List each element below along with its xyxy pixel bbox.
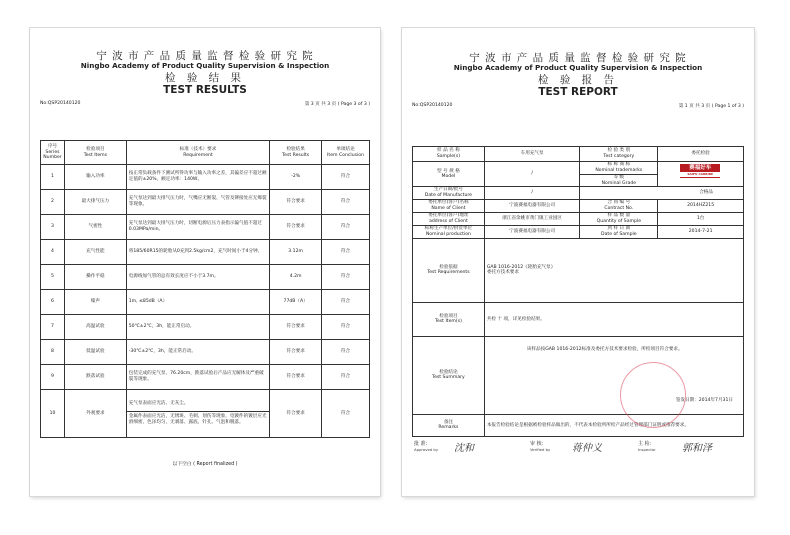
page-info: 第 1 页 共 3 页 ( Page 1 of 3 ) bbox=[678, 104, 744, 110]
row-item: 外观要求 bbox=[64, 390, 126, 438]
table-row bbox=[41, 265, 370, 290]
sign-date: 签发日期：2014年7月31日 bbox=[675, 398, 733, 404]
report-table bbox=[412, 146, 744, 437]
results-meta bbox=[40, 99, 370, 109]
row-number: 10 bbox=[41, 390, 65, 438]
row-conclusion: 符合 bbox=[322, 315, 370, 340]
row-result: 符合要求 bbox=[270, 365, 322, 390]
grade-value: 合格品 bbox=[580, 187, 744, 199]
client-address-row bbox=[413, 212, 744, 225]
row-requirement: 1m, ≤85dB（A） bbox=[126, 290, 269, 315]
row-item: 充气性能 bbox=[64, 240, 126, 265]
header-requirement: 标准（技术）要求 Requirement bbox=[126, 141, 269, 165]
basis-value: GAB 1016-2012《轮胎充气泵》 委托方技术要求 bbox=[484, 238, 743, 302]
row-number: 3 bbox=[41, 215, 65, 240]
producer-label: 标称生产单位/供货单位 Nominal production bbox=[413, 225, 485, 238]
row-number: 4 bbox=[41, 240, 65, 265]
items-label: 检验项目 Test Item(s) bbox=[413, 302, 485, 336]
row-conclusion: 符合 bbox=[322, 340, 370, 365]
quantity-value: 1台 bbox=[658, 212, 744, 225]
sample-name-label: 样 品 名 称 Sample(s) bbox=[413, 147, 485, 162]
table-row bbox=[41, 215, 370, 240]
client-row bbox=[413, 199, 744, 212]
org-name-en: Ningbo Academy of Product Quality Supervision & Inspection bbox=[80, 61, 330, 71]
header-conclusion: 单项结论 Item Conclusion bbox=[322, 141, 370, 165]
row-requirement: -30℃±2℃，3h，能正常启动。 bbox=[126, 340, 269, 365]
row-result: 3.12m bbox=[270, 240, 322, 265]
row-conclusion: 符合 bbox=[322, 215, 370, 240]
row-result: 符合要求 bbox=[270, 190, 322, 215]
table-row bbox=[41, 390, 370, 438]
table-row bbox=[41, 340, 370, 365]
model-label: 型 号 规 格 Model bbox=[413, 162, 485, 187]
model-row bbox=[413, 162, 744, 175]
row-number: 1 bbox=[41, 165, 65, 190]
row-item: 低温试验 bbox=[64, 340, 126, 365]
org-name-en: Ningbo Academy of Product Quality Supervision & Inspection bbox=[453, 63, 703, 73]
row-conclusion: 符合 bbox=[322, 390, 370, 438]
official-seal bbox=[620, 362, 686, 428]
test-report-page bbox=[402, 28, 754, 496]
row-number: 2 bbox=[41, 190, 65, 215]
contract-label: 合 同 编 号 Contract No. bbox=[580, 199, 658, 212]
row-result: 77dB（A） bbox=[270, 290, 322, 315]
verified-signature: 蒋仲义 bbox=[572, 443, 602, 454]
basis-label: 检验依据 Test Requirements bbox=[413, 238, 485, 302]
row-item: 输入功率 bbox=[64, 165, 126, 190]
row-conclusion: 符合 bbox=[322, 165, 370, 190]
approved-signature: 沈和 bbox=[454, 443, 474, 454]
summary-row bbox=[413, 336, 744, 414]
row-number: 7 bbox=[41, 315, 65, 340]
trademark-label: 标 称 商 标 Nominal trademarks bbox=[580, 162, 658, 175]
title-cn: 检 验 结 果 bbox=[164, 72, 245, 85]
row-item: 气密性 bbox=[64, 215, 126, 240]
row-requirement: 充气泵表面应光洁、无灰尘。 金属件表面应光洁，无锈斑、毛刺、划伤等现象，电镀件的镀层应光滑细密，色泽均匀，无剥落、露底、针孔、气泡和脱落。 bbox=[126, 390, 269, 438]
remarks-label: 备注 Remarks bbox=[413, 414, 485, 436]
header-result: 检验结果 Test Results bbox=[270, 141, 322, 165]
basis-row bbox=[413, 238, 744, 302]
row-number: 5 bbox=[41, 265, 65, 290]
title-en: TEST REPORT bbox=[538, 86, 618, 99]
report-number: No:QSP20140120 bbox=[40, 101, 81, 107]
grade-label: 等 级 Nominal Grade bbox=[580, 175, 658, 187]
row-requirement: 50℃±2℃，3h，能正常启动。 bbox=[126, 315, 269, 340]
table-row bbox=[41, 315, 370, 340]
items-row bbox=[413, 302, 744, 336]
test-results-page bbox=[30, 28, 380, 496]
row-result: 4.2m bbox=[270, 265, 322, 290]
table-row bbox=[41, 165, 370, 190]
table-row bbox=[41, 365, 370, 390]
inspector: 主 检： Inspector bbox=[638, 441, 656, 452]
approved-by: 批 准： Approved by bbox=[414, 441, 439, 452]
client-address-label: 委托单位(客户)地址 address of Client bbox=[413, 212, 485, 225]
producer-value: 宁波赛福电器有限公司 bbox=[484, 225, 580, 238]
page-info: 第 3 页 共 3 页 ( Page 3 of 3 ) bbox=[304, 102, 370, 108]
remarks-row bbox=[413, 414, 744, 436]
row-conclusion: 符合 bbox=[322, 365, 370, 390]
row-result: 符合要求 bbox=[270, 315, 322, 340]
inspector-signature: 郭和泽 bbox=[682, 443, 712, 454]
header-item: 检验项目 Test Items bbox=[64, 141, 126, 165]
row-requirement: 将185/60R15的轮胎从0充到2.5kg/cm2，充气时间小于4分钟。 bbox=[126, 240, 269, 265]
grade-value-row bbox=[413, 187, 744, 199]
client-value: 宁波赛福电器有限公司 bbox=[484, 199, 580, 212]
row-result: -2% bbox=[270, 165, 322, 190]
sample-row bbox=[413, 147, 744, 162]
items-value: 共检 十 项，详见检验结果。 bbox=[484, 302, 743, 336]
title-en: TEST RESULTS bbox=[163, 84, 247, 97]
table-row bbox=[41, 290, 370, 315]
row-item: 噪声 bbox=[64, 290, 126, 315]
row-number: 9 bbox=[41, 365, 65, 390]
mfg-date-label: 生产日期/批号 Date of Manufacture bbox=[413, 187, 485, 199]
brand-logo: 赛福好车 SAIFU CARBIKE bbox=[680, 164, 720, 178]
producer-row bbox=[413, 225, 744, 238]
mfg-date-value: / bbox=[484, 187, 580, 199]
row-item: 高温试验 bbox=[64, 315, 126, 340]
row-number: 8 bbox=[41, 340, 65, 365]
header-seq: 序号 Series Number bbox=[41, 141, 65, 165]
summary-label: 检验结论 Test Summary bbox=[413, 336, 485, 414]
row-requirement: 按正常负载条件下测试所得功率与输入功率之差，其偏差应不超过额定值的±20%，额定功率：140W。 bbox=[126, 165, 269, 190]
table-header-row bbox=[41, 141, 370, 165]
sample-name-value: 车用充气泵 bbox=[484, 147, 580, 162]
table-row bbox=[41, 240, 370, 265]
summary-value: 该样品按GAB 1016-2012标准及委托方技术要求检验，所检项目符合要求。 签发日期：2014年7月31日 bbox=[484, 336, 743, 414]
trademark-value bbox=[658, 162, 744, 187]
title-cn: 检 验 报 告 bbox=[537, 74, 618, 87]
row-result: 符合要求 bbox=[270, 340, 322, 365]
row-requirement: 充气泵达到最大排气压力时，切断电源后压力表指示偏气值不超过0.03MPa/min。 bbox=[126, 215, 269, 240]
results-footer: 以下空白 ( Report finalized ) bbox=[172, 462, 238, 467]
report-header bbox=[402, 52, 754, 98]
row-conclusion: 符合 bbox=[322, 290, 370, 315]
row-requirement: 电源线加气管的总有效长度应不小于3.7m。 bbox=[126, 265, 269, 290]
row-requirement: 充气泵达到最大排气压力时，气嘴应无断裂、气管及铆接处应无爆裂等现象。 bbox=[126, 190, 269, 215]
results-table bbox=[40, 140, 370, 438]
receive-date-label: 到 样 日 期 Date of Sample bbox=[580, 225, 658, 238]
quantity-label: 样 品 数 量 Quantity of Sample bbox=[580, 212, 658, 225]
contract-value: 2014HZ215 bbox=[658, 199, 744, 212]
row-conclusion: 符合 bbox=[322, 265, 370, 290]
row-item: 跌落试验 bbox=[64, 365, 126, 390]
row-result: 符合要求 bbox=[270, 215, 322, 240]
results-header bbox=[30, 50, 380, 96]
client-label: 委托单位(客户)名称 Name of Client bbox=[413, 199, 485, 212]
org-name-cn: 宁 波 市 产 品 质 量 监 督 检 验 研 究 院 bbox=[96, 50, 314, 62]
receive-date-value: 2014-7-21 bbox=[658, 225, 744, 238]
verified-by: 审 核： Verified by bbox=[530, 441, 551, 452]
org-name-cn: 宁 波 市 产 品 质 量 监 督 检 验 研 究 院 bbox=[469, 52, 687, 64]
client-address-value: 浙江省余姚市黄门镇工业园区 bbox=[484, 212, 580, 225]
row-number: 6 bbox=[41, 290, 65, 315]
row-requirement: 包装完成的充气泵，76.20cm，跌落试验后产品应无解体及严重破裂等现象。 bbox=[126, 365, 269, 390]
category-value: 委托检验 bbox=[658, 147, 744, 162]
remarks-value: 本报告检验结论是根据被检验样品做出的，不代表本检验所所检产品经过管理部门证明或推荐要求。 bbox=[484, 414, 743, 436]
table-row bbox=[41, 190, 370, 215]
model-value: / bbox=[484, 162, 580, 187]
row-result: 符合要求 bbox=[270, 390, 322, 438]
row-item: 最大排气压力 bbox=[64, 190, 126, 215]
row-item: 操作平稳 bbox=[64, 265, 126, 290]
row-conclusion: 符合 bbox=[322, 240, 370, 265]
report-meta bbox=[412, 101, 744, 111]
report-number: No:QSP20140120 bbox=[412, 103, 453, 109]
row-conclusion: 符合 bbox=[322, 190, 370, 215]
category-label: 检 验 类 别 Test category bbox=[580, 147, 658, 162]
